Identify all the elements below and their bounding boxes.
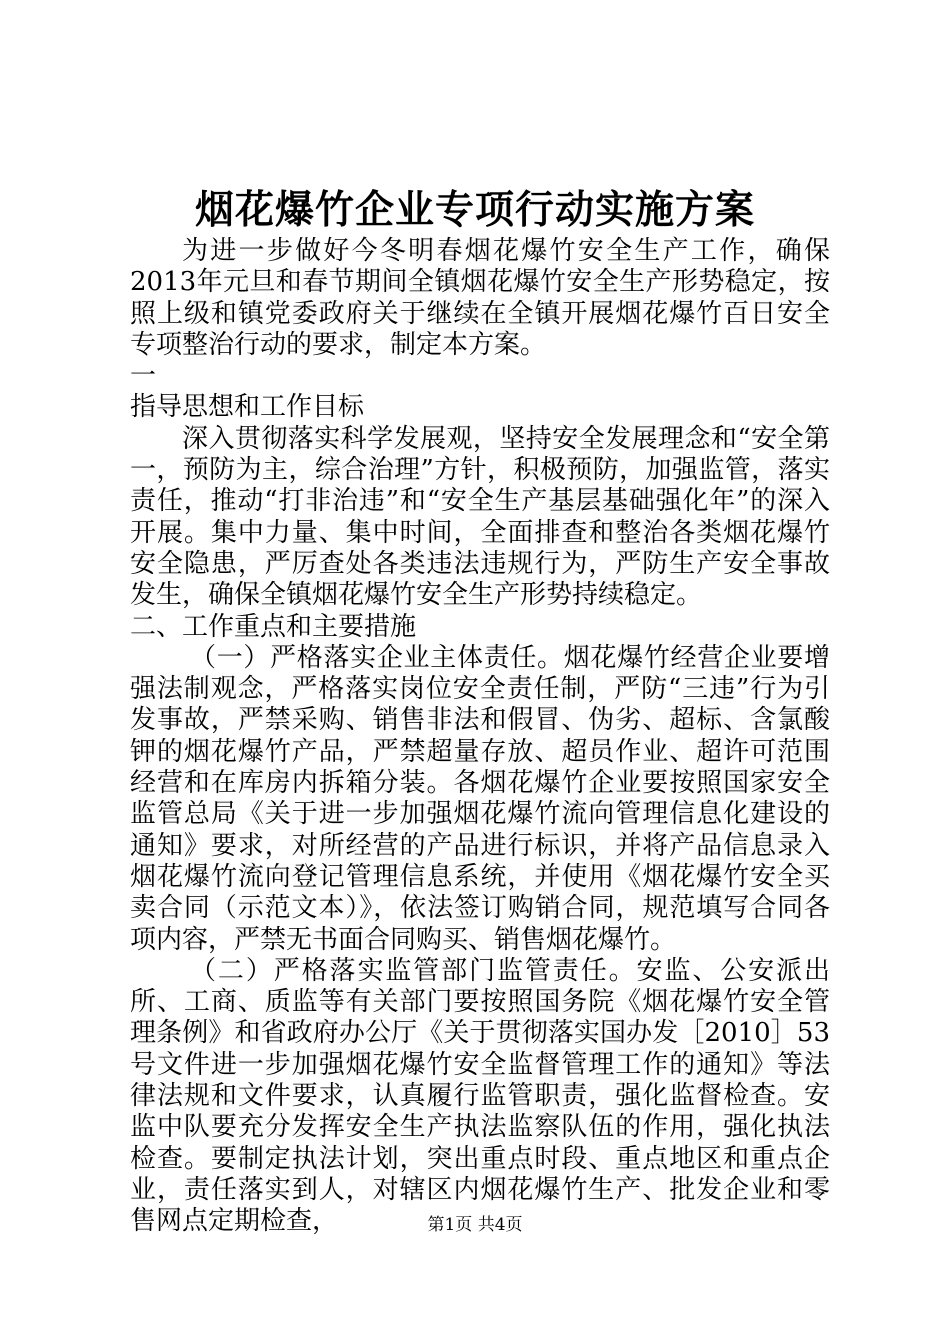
- section-1-body: 深入贯彻落实科学发展观，坚持安全发展理念和“安全第一，预防为主，综合治理”方针，积极预防，加强监管，落实责任，推动“打非治违”和“安全生产基层基础强化年”的深入开展。集中力量、集中时间，全面排查和整治各类烟花爆竹安全隐患，严厉查处各类违法违规行为，严防生产安全事故发生，确保全镇烟花爆竹安全生产形势持续稳定。: [130, 423, 830, 611]
- page-footer: [0, 1213, 950, 1237]
- document-body: [130, 236, 830, 1238]
- section-1-number: 一: [130, 361, 157, 392]
- page-total: 共4页: [477, 1215, 523, 1235]
- page-number: 第1页: [427, 1215, 473, 1235]
- intro-paragraph: 为进一步做好今冬明春烟花爆竹安全生产工作，确保2013年元旦和春节期间全镇烟花爆竹安全生产形势稳定，按照上级和镇党委政府关于继续在全镇开展烟花爆竹百日安全专项整治行动的要求，制定本方案。: [130, 236, 830, 360]
- item-2-paragraph: （二）严格落实监管部门监管责任。安监、公安派出所、工商、质监等有关部门要按照国务院《烟花爆竹安全管理条例》和省政府办公厅《关于贯彻落实国办发［2010］53号文件进一步加强烟花爆竹安全监督管理工作的通知》等法律法规和文件要求，认真履行监管职责，强化监督检查。安监中队要充分发挥安全生产执法监察队伍的作用，强化执法检查。要制定执法计划，突出重点时段、重点地区和重点企业，责任落实到人，对辖区内烟花爆竹生产、批发企业和零售网点定期检查，: [130, 955, 830, 1237]
- section-2-heading: 二、工作重点和主要措施: [130, 611, 417, 642]
- item-1-paragraph: （一）严格落实企业主体责任。烟花爆竹经营企业要增强法制观念，严格落实岗位安全责任制，严防“三违”行为引发事故，严禁采购、销售非法和假冒、伪劣、超标、含氯酸钾的烟花爆竹产品，严禁超量存放、超员作业、超许可范围经营和在库房内拆箱分装。各烟花爆竹企业要按照国家安全监管总局《关于进一步加强烟花爆竹流向管理信息化建设的通知》要求，对所经营的产品进行标识，并将产品信息录入烟花爆竹流向登记管理信息系统，并使用《烟花爆竹安全买卖合同（示范文本）》，依法签订购销合同，规范填写合同各项内容，严禁无书面合同购买、销售烟花爆竹。: [130, 642, 830, 955]
- section-1-heading: 指导思想和工作目标: [130, 392, 365, 423]
- document-title: 烟花爆竹企业专项行动实施方案: [194, 187, 755, 233]
